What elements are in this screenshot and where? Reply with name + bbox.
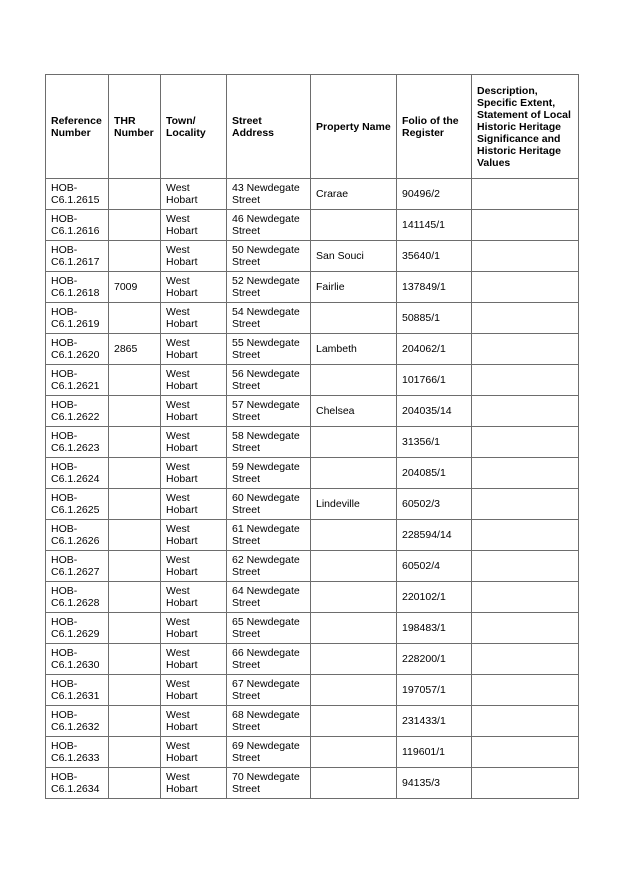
folio-cell: 50885/1 bbox=[397, 303, 472, 334]
header-row bbox=[46, 75, 579, 179]
description-cell bbox=[472, 458, 579, 489]
thr-number-cell bbox=[109, 458, 161, 489]
thr-number-cell bbox=[109, 489, 161, 520]
header-property-name: Property Name bbox=[311, 75, 397, 179]
town-locality-cell: West Hobart bbox=[161, 613, 227, 644]
table-row bbox=[46, 241, 579, 272]
table-row bbox=[46, 768, 579, 799]
description-cell bbox=[472, 272, 579, 303]
street-address-cell: 62 Newdegate Street bbox=[227, 551, 311, 582]
town-locality-cell: West Hobart bbox=[161, 396, 227, 427]
town-locality-cell: West Hobart bbox=[161, 582, 227, 613]
street-address-cell: 56 Newdegate Street bbox=[227, 365, 311, 396]
reference-number-cell: HOB-C6.1.2627 bbox=[46, 551, 109, 582]
property-name-cell bbox=[311, 737, 397, 768]
description-cell bbox=[472, 365, 579, 396]
property-name-cell: Lindeville bbox=[311, 489, 397, 520]
description-cell bbox=[472, 303, 579, 334]
street-address-cell: 66 Newdegate Street bbox=[227, 644, 311, 675]
property-name-cell bbox=[311, 210, 397, 241]
town-locality-cell: West Hobart bbox=[161, 737, 227, 768]
property-name-cell: San Souci bbox=[311, 241, 397, 272]
table-row bbox=[46, 458, 579, 489]
town-locality-cell: West Hobart bbox=[161, 179, 227, 210]
description-cell bbox=[472, 210, 579, 241]
town-locality-cell: West Hobart bbox=[161, 644, 227, 675]
town-locality-cell: West Hobart bbox=[161, 706, 227, 737]
reference-number-cell: HOB-C6.1.2629 bbox=[46, 613, 109, 644]
street-address-cell: 54 Newdegate Street bbox=[227, 303, 311, 334]
table-row bbox=[46, 613, 579, 644]
property-name-cell bbox=[311, 768, 397, 799]
header-street-address: Street Address bbox=[227, 75, 311, 179]
table-row bbox=[46, 334, 579, 365]
reference-number-cell: HOB-C6.1.2615 bbox=[46, 179, 109, 210]
town-locality-cell: West Hobart bbox=[161, 768, 227, 799]
town-locality-cell: West Hobart bbox=[161, 458, 227, 489]
reference-number-cell: HOB-C6.1.2634 bbox=[46, 768, 109, 799]
table-row bbox=[46, 551, 579, 582]
header-thr-number: THR Number bbox=[109, 75, 161, 179]
reference-number-cell: HOB-C6.1.2630 bbox=[46, 644, 109, 675]
folio-cell: 141145/1 bbox=[397, 210, 472, 241]
town-locality-cell: West Hobart bbox=[161, 520, 227, 551]
town-locality-cell: West Hobart bbox=[161, 427, 227, 458]
folio-cell: 31356/1 bbox=[397, 427, 472, 458]
description-cell bbox=[472, 644, 579, 675]
street-address-cell: 52 Newdegate Street bbox=[227, 272, 311, 303]
folio-cell: 94135/3 bbox=[397, 768, 472, 799]
reference-number-cell: HOB-C6.1.2620 bbox=[46, 334, 109, 365]
folio-cell: 60502/4 bbox=[397, 551, 472, 582]
reference-number-cell: HOB-C6.1.2631 bbox=[46, 675, 109, 706]
property-name-cell: Fairlie bbox=[311, 272, 397, 303]
property-name-cell: Chelsea bbox=[311, 396, 397, 427]
table-row bbox=[46, 737, 579, 768]
thr-number-cell: 2865 bbox=[109, 334, 161, 365]
thr-number-cell bbox=[109, 241, 161, 272]
folio-cell: 228200/1 bbox=[397, 644, 472, 675]
table-row bbox=[46, 644, 579, 675]
thr-number-cell: 7009 bbox=[109, 272, 161, 303]
street-address-cell: 69 Newdegate Street bbox=[227, 737, 311, 768]
reference-number-cell: HOB-C6.1.2624 bbox=[46, 458, 109, 489]
table-body bbox=[46, 179, 579, 799]
folio-cell: 35640/1 bbox=[397, 241, 472, 272]
table-row bbox=[46, 179, 579, 210]
street-address-cell: 64 Newdegate Street bbox=[227, 582, 311, 613]
property-name-cell bbox=[311, 675, 397, 706]
description-cell bbox=[472, 396, 579, 427]
property-name-cell bbox=[311, 303, 397, 334]
description-cell bbox=[472, 551, 579, 582]
thr-number-cell bbox=[109, 551, 161, 582]
folio-cell: 231433/1 bbox=[397, 706, 472, 737]
town-locality-cell: West Hobart bbox=[161, 675, 227, 706]
reference-number-cell: HOB-C6.1.2618 bbox=[46, 272, 109, 303]
folio-cell: 90496/2 bbox=[397, 179, 472, 210]
street-address-cell: 60 Newdegate Street bbox=[227, 489, 311, 520]
reference-number-cell: HOB-C6.1.2626 bbox=[46, 520, 109, 551]
street-address-cell: 70 Newdegate Street bbox=[227, 768, 311, 799]
table-row bbox=[46, 489, 579, 520]
street-address-cell: 46 Newdegate Street bbox=[227, 210, 311, 241]
description-cell bbox=[472, 706, 579, 737]
folio-cell: 197057/1 bbox=[397, 675, 472, 706]
heritage-register-table bbox=[45, 74, 579, 799]
property-name-cell bbox=[311, 365, 397, 396]
table-row bbox=[46, 210, 579, 241]
property-name-cell bbox=[311, 520, 397, 551]
reference-number-cell: HOB-C6.1.2623 bbox=[46, 427, 109, 458]
property-name-cell: Crarae bbox=[311, 179, 397, 210]
property-name-cell bbox=[311, 458, 397, 489]
town-locality-cell: West Hobart bbox=[161, 272, 227, 303]
description-cell bbox=[472, 241, 579, 272]
reference-number-cell: HOB-C6.1.2622 bbox=[46, 396, 109, 427]
property-name-cell bbox=[311, 644, 397, 675]
thr-number-cell bbox=[109, 427, 161, 458]
table-header bbox=[46, 75, 579, 179]
folio-cell: 198483/1 bbox=[397, 613, 472, 644]
thr-number-cell bbox=[109, 582, 161, 613]
description-cell bbox=[472, 334, 579, 365]
street-address-cell: 59 Newdegate Street bbox=[227, 458, 311, 489]
table-row bbox=[46, 396, 579, 427]
property-name-cell bbox=[311, 706, 397, 737]
description-cell bbox=[472, 675, 579, 706]
street-address-cell: 58 Newdegate Street bbox=[227, 427, 311, 458]
reference-number-cell: HOB-C6.1.2628 bbox=[46, 582, 109, 613]
table-row bbox=[46, 675, 579, 706]
table-row bbox=[46, 706, 579, 737]
thr-number-cell bbox=[109, 706, 161, 737]
reference-number-cell: HOB-C6.1.2619 bbox=[46, 303, 109, 334]
description-cell bbox=[472, 427, 579, 458]
table-row bbox=[46, 365, 579, 396]
thr-number-cell bbox=[109, 210, 161, 241]
table-row bbox=[46, 272, 579, 303]
description-cell bbox=[472, 520, 579, 551]
description-cell bbox=[472, 489, 579, 520]
town-locality-cell: West Hobart bbox=[161, 210, 227, 241]
property-name-cell bbox=[311, 613, 397, 644]
header-folio: Folio of the Register bbox=[397, 75, 472, 179]
town-locality-cell: West Hobart bbox=[161, 334, 227, 365]
reference-number-cell: HOB-C6.1.2621 bbox=[46, 365, 109, 396]
thr-number-cell bbox=[109, 768, 161, 799]
folio-cell: 204035/14 bbox=[397, 396, 472, 427]
street-address-cell: 50 Newdegate Street bbox=[227, 241, 311, 272]
reference-number-cell: HOB-C6.1.2616 bbox=[46, 210, 109, 241]
description-cell bbox=[472, 582, 579, 613]
folio-cell: 119601/1 bbox=[397, 737, 472, 768]
description-cell bbox=[472, 737, 579, 768]
folio-cell: 101766/1 bbox=[397, 365, 472, 396]
thr-number-cell bbox=[109, 737, 161, 768]
thr-number-cell bbox=[109, 644, 161, 675]
description-cell bbox=[472, 613, 579, 644]
folio-cell: 60502/3 bbox=[397, 489, 472, 520]
thr-number-cell bbox=[109, 520, 161, 551]
thr-number-cell bbox=[109, 179, 161, 210]
folio-cell: 137849/1 bbox=[397, 272, 472, 303]
header-description: Description, Specific Extent, Statement of Local Historic Heritage Significance and Historic Heritage Values bbox=[472, 75, 579, 179]
property-name-cell bbox=[311, 582, 397, 613]
header-town-locality: Town/ Locality bbox=[161, 75, 227, 179]
street-address-cell: 55 Newdegate Street bbox=[227, 334, 311, 365]
town-locality-cell: West Hobart bbox=[161, 365, 227, 396]
street-address-cell: 57 Newdegate Street bbox=[227, 396, 311, 427]
property-name-cell bbox=[311, 427, 397, 458]
town-locality-cell: West Hobart bbox=[161, 241, 227, 272]
thr-number-cell bbox=[109, 675, 161, 706]
reference-number-cell: HOB-C6.1.2633 bbox=[46, 737, 109, 768]
description-cell bbox=[472, 768, 579, 799]
thr-number-cell bbox=[109, 396, 161, 427]
thr-number-cell bbox=[109, 365, 161, 396]
thr-number-cell bbox=[109, 613, 161, 644]
property-name-cell: Lambeth bbox=[311, 334, 397, 365]
folio-cell: 228594/14 bbox=[397, 520, 472, 551]
property-name-cell bbox=[311, 551, 397, 582]
street-address-cell: 61 Newdegate Street bbox=[227, 520, 311, 551]
thr-number-cell bbox=[109, 303, 161, 334]
street-address-cell: 67 Newdegate Street bbox=[227, 675, 311, 706]
street-address-cell: 43 Newdegate Street bbox=[227, 179, 311, 210]
reference-number-cell: HOB-C6.1.2625 bbox=[46, 489, 109, 520]
header-reference-number: Reference Number bbox=[46, 75, 109, 179]
table-row bbox=[46, 520, 579, 551]
town-locality-cell: West Hobart bbox=[161, 551, 227, 582]
street-address-cell: 65 Newdegate Street bbox=[227, 613, 311, 644]
reference-number-cell: HOB-C6.1.2617 bbox=[46, 241, 109, 272]
folio-cell: 204085/1 bbox=[397, 458, 472, 489]
table-row bbox=[46, 427, 579, 458]
folio-cell: 220102/1 bbox=[397, 582, 472, 613]
folio-cell: 204062/1 bbox=[397, 334, 472, 365]
description-cell bbox=[472, 179, 579, 210]
town-locality-cell: West Hobart bbox=[161, 303, 227, 334]
reference-number-cell: HOB-C6.1.2632 bbox=[46, 706, 109, 737]
table-row bbox=[46, 303, 579, 334]
street-address-cell: 68 Newdegate Street bbox=[227, 706, 311, 737]
table-row bbox=[46, 582, 579, 613]
town-locality-cell: West Hobart bbox=[161, 489, 227, 520]
